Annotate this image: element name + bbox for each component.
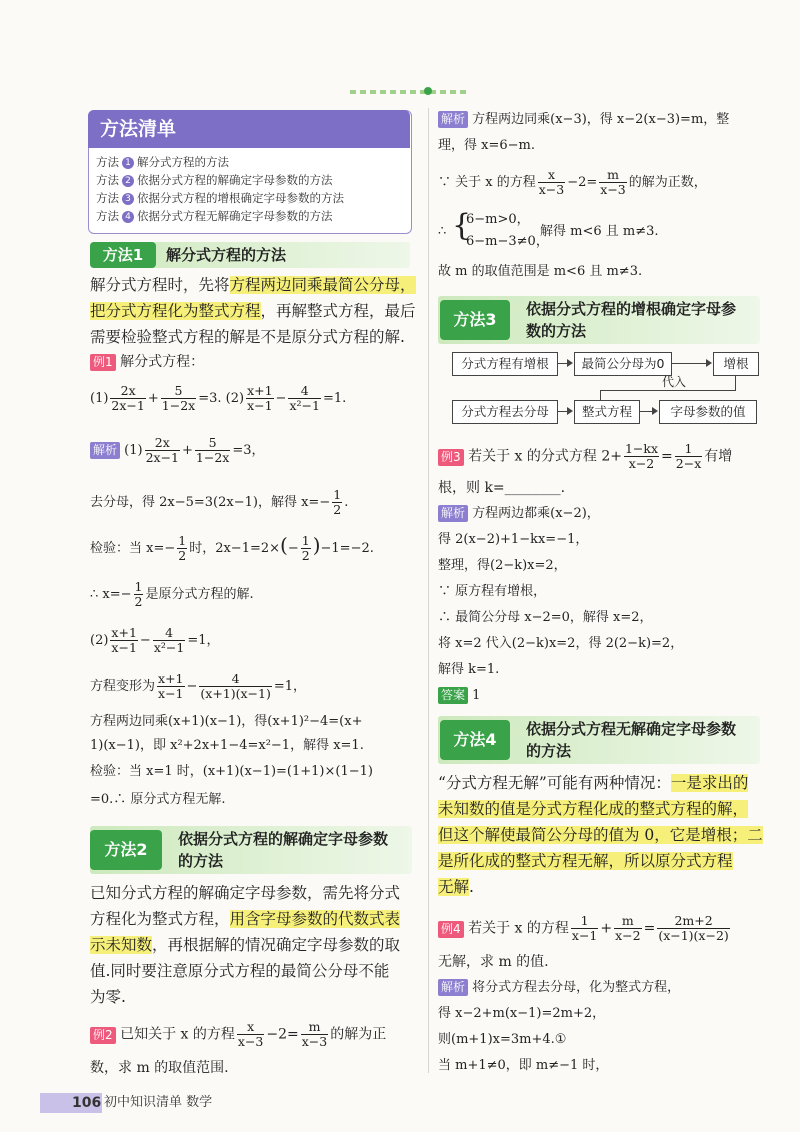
decorative-dots bbox=[350, 90, 470, 94]
flow-line bbox=[671, 363, 707, 364]
example-tag: 例3 bbox=[438, 449, 464, 466]
r2-line3: ∵ 关于 x 的方程 $\frac{x}{x-3}$ −2= $\frac{m}{x-3}$ 的解为正数， bbox=[438, 167, 707, 197]
r2-line2: 理，得 x=6−m. bbox=[438, 138, 535, 153]
m1-solution-9: 检验：当 x=1 时，(x+1)(x−1)=(1+1)×(1−1) bbox=[90, 764, 373, 779]
example3-line2: 根，则 k=________. bbox=[438, 480, 566, 496]
example1-equations: (1) $\frac{2x}{2x-1}$ + $\frac{5}{1-2x}$ =3. (2) $\frac{x+1}{x-1}$ − $\frac{4}{\text{x²−1}}$ =1. bbox=[90, 383, 347, 413]
example-tag: 例1 bbox=[90, 354, 116, 371]
example3-line: 例3 若关于 x 的分式方程 2+ $\frac{1-kx}{x-2}$ = $\frac{1}{2-x}$ 有增 bbox=[438, 442, 732, 471]
method4-pill: 方法4 bbox=[440, 720, 510, 760]
m1-solution-10: =0.∴ 原分式方程无解. bbox=[90, 792, 226, 807]
m4-sol-3: 则(m+1)x=3m+4.① bbox=[438, 1032, 567, 1047]
example2-line2: 数，求 m 的取值范围. bbox=[90, 1060, 229, 1076]
method-list-item: 方法 3 依据分式方程的增根确定字母参数的方法 bbox=[96, 191, 344, 205]
m3-answer: 答案 1 bbox=[438, 686, 480, 706]
m1-solution-8: 1)(x−1)，即 x²+2x+1−4=x²−1，解得 x=1. bbox=[90, 738, 364, 753]
method1-pill: 方法1 bbox=[90, 242, 156, 268]
method4-title: 依据分式方程无解确定字母参数 的方法 bbox=[526, 720, 737, 760]
m4-para-line5: 无解. bbox=[438, 878, 474, 896]
flow-line bbox=[735, 375, 736, 391]
answer-tag: 答案 bbox=[438, 687, 468, 704]
m1-solution-2: 去分母，得 2x−5=3(2x−1)，解得 x=− $\frac{1}{2}$ . bbox=[90, 487, 349, 517]
m1-solution-1: 解析 (1) $\frac{2x}{2x-1}$ + $\frac{5}{1-2x}$ =3， bbox=[90, 436, 265, 465]
flow-line bbox=[600, 390, 736, 391]
column-divider bbox=[428, 108, 429, 1073]
example4-line: 例4 若关于 x 的方程 $\frac{1}{x-1}$ + $\frac{m}{x-2}$ = $\frac{2m+2}{(x-1)(x-2)}$ bbox=[438, 914, 732, 943]
flow-box-clear-denominator: 分式方程去分母 bbox=[452, 400, 558, 424]
flow-box-extraneous-root: 分式方程有增根 bbox=[452, 352, 558, 376]
flow-box-extraneous: 增根 bbox=[713, 352, 759, 376]
example-tag: 例2 bbox=[90, 1027, 116, 1044]
example-tag: 例4 bbox=[438, 921, 464, 938]
m3-sol-6: 将 x=2 代入(2−k)x=2，得 2(2−k)=2， bbox=[438, 636, 684, 651]
analysis-tag: 解析 bbox=[438, 979, 468, 996]
analysis-tag: 解析 bbox=[438, 111, 468, 128]
flow-box-param-value: 字母参数的值 bbox=[659, 400, 757, 424]
m2-para-line2: 方程化为整式方程，用含字母参数的代数式表 bbox=[90, 910, 401, 928]
decorative-dot bbox=[424, 87, 432, 95]
m3-sol-7: 解得 k=1. bbox=[438, 662, 500, 677]
m3-sol-3: 整理，得(2−k)x=2， bbox=[438, 558, 567, 573]
example4-line2: 无解，求 m 的值. bbox=[438, 954, 549, 970]
method2-title: 依据分式方程的解确定字母参数 的方法 bbox=[178, 830, 389, 870]
m1-solution-5: (2) $\frac{x+1}{x-1}$ − $\frac{4}{\text{x²−1}}$ =1， bbox=[90, 625, 220, 655]
m1-solution-4: ∴ x=− $\frac{1}{2}$ 是原分式方程的解. bbox=[90, 579, 254, 609]
example1-line: 例1 解分式方程： bbox=[90, 352, 204, 372]
method-list-item: 方法 1 解分式方程的方法 bbox=[96, 155, 229, 169]
method-list-title: 方法清单 bbox=[88, 110, 410, 148]
r2-line4b: 6−m−3≠0， bbox=[466, 234, 549, 249]
r2-line1: 解析 方程两边同乘(x−3)，得 x−2(x−3)=m，整 bbox=[438, 110, 729, 130]
m4-sol-2: 得 x−2+m(x−1)=2m+2， bbox=[438, 1006, 606, 1021]
m1-para-line2: 把分式方程化为整式方程，再解整式方程，最后 bbox=[90, 302, 416, 320]
r2-line5: 故 m 的取值范围是 m<6 且 m≠3. bbox=[438, 264, 643, 279]
method-list-item: 方法 4 依据分式方程无解确定字母参数的方法 bbox=[96, 209, 333, 223]
m2-para-line4: 值.同时要注意原分式方程的最简公分母不能 bbox=[90, 962, 390, 980]
flow-line bbox=[600, 390, 601, 400]
m1-solution-7: 方程两边同乘(x+1)(x−1)，得(x+1)²−4=(x+ bbox=[90, 714, 363, 729]
flow-arrow bbox=[567, 359, 573, 367]
m2-para-line1: 已知分式方程的解确定字母参数，需先将分式 bbox=[90, 884, 401, 902]
flow-label-substitute: 代入 bbox=[662, 375, 687, 389]
m4-para-line4: 是所化成的整式方程无解，所以原分式方程 bbox=[438, 852, 733, 870]
method3-pill: 方法3 bbox=[440, 300, 510, 340]
book-title: 初中知识清单 数学 bbox=[104, 1095, 213, 1110]
flow-box-polynomial-eq: 整式方程 bbox=[574, 400, 640, 424]
flow-arrow bbox=[567, 407, 573, 415]
r2-line4a: 6−m>0， bbox=[466, 212, 530, 227]
m2-para-line3: 示未知数，再根据解的情况确定字母参数的取 bbox=[90, 936, 401, 954]
flow-line bbox=[639, 411, 653, 412]
method-list-item: 方法 2 依据分式方程的解确定字母参数的方法 bbox=[96, 173, 333, 187]
flow-arrow bbox=[652, 407, 658, 415]
r2-therefore: ∴ bbox=[438, 224, 447, 239]
method3-title: 依据分式方程的增根确定字母参 数的方法 bbox=[526, 300, 737, 340]
m3-sol-5: ∴ 最简公分母 x−2=0，解得 x=2， bbox=[438, 610, 653, 625]
m3-sol-1: 解析 方程两边都乘(x−2)， bbox=[438, 504, 600, 524]
m3-sol-2: 得 2(x−2)+1−kx=−1， bbox=[438, 532, 589, 547]
r2-line4c: 解得 m<6 且 m≠3. bbox=[540, 224, 659, 239]
m1-solution-3: 检验：当 x=− $\frac{1}{2}$ 时，2x−1=2×(− $\frac{1}{2}$ )−1=−2. bbox=[90, 533, 374, 563]
m4-para-line2: 未知数的值是分式方程化成的整式方程的解， bbox=[438, 800, 749, 818]
m2-para-line5: 为零. bbox=[90, 988, 126, 1006]
m4-para-line3: 但这个解使最简公分母的值为 0，它是增根；二 bbox=[438, 826, 763, 844]
flow-box-lcd-zero: 最简公分母为0 bbox=[574, 352, 672, 376]
method2-pill: 方法2 bbox=[90, 830, 162, 870]
m4-sol-4: 当 m+1≠0，即 m≠−1 时， bbox=[438, 1058, 609, 1073]
m3-sol-4: ∵ 原方程有增根， bbox=[438, 584, 547, 599]
example2-line: 例2 已知关于 x 的方程 $\frac{x}{x-3}$ −2= $\frac{m}{x-3}$ 的解为正 bbox=[90, 1020, 386, 1049]
flow-arrow bbox=[706, 359, 712, 367]
m4-para-line1: “分式方程无解”可能有两种情况：一是求出的 bbox=[438, 774, 749, 792]
m1-para-line3: 需要检验整式方程的解是不是原分式方程的解. bbox=[90, 328, 405, 346]
brace-symbol: { bbox=[452, 208, 472, 243]
method1-title: 解分式方程的方法 bbox=[166, 246, 287, 264]
m1-solution-6: 方程变形为 $\frac{x+1}{x-1}$ − $\frac{4}{(x+1)(x-1)}$ =1， bbox=[90, 671, 307, 701]
m1-para-line1: 解分式方程时，先将方程两边同乘最简公分母， bbox=[90, 276, 416, 294]
m4-sol-1: 解析 将分式方程去分母，化为整式方程， bbox=[438, 978, 680, 998]
page-number: 106 bbox=[72, 1095, 102, 1111]
analysis-tag: 解析 bbox=[90, 442, 120, 459]
analysis-tag: 解析 bbox=[438, 505, 468, 522]
